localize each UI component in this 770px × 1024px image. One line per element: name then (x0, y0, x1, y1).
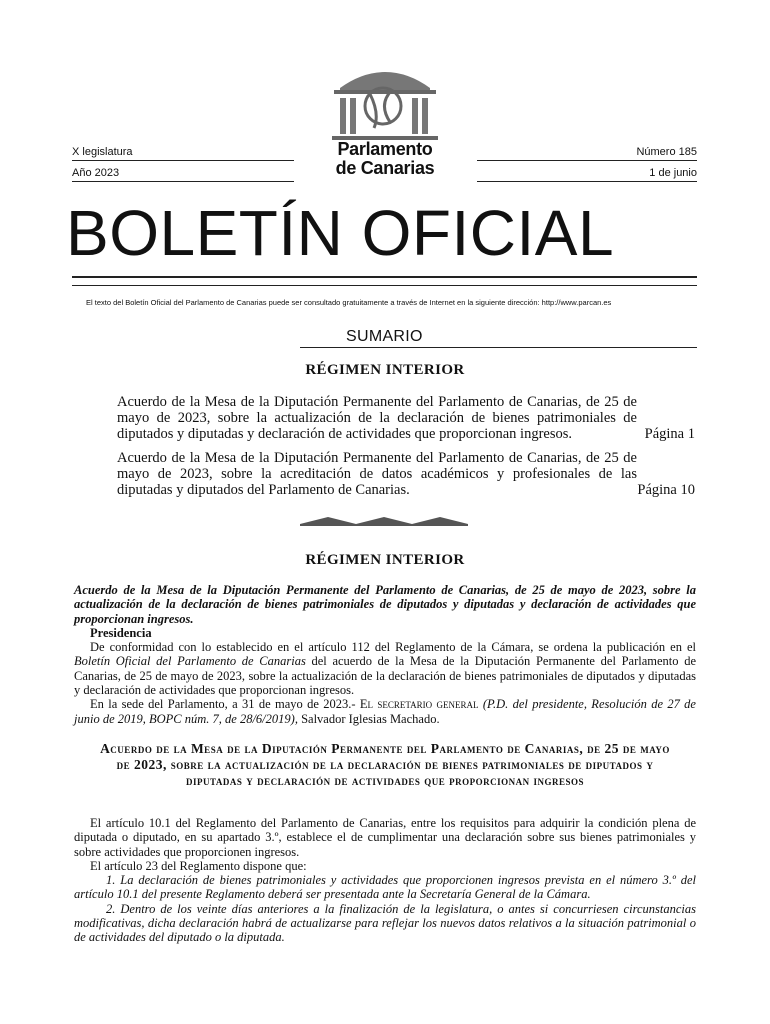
title-rule-bottom (72, 285, 697, 286)
paragraph-1-italic: Boletín Oficial del Parlamento de Canarias (74, 654, 306, 669)
issue-date: 1 de junio (649, 167, 697, 179)
paragraph-2-b: Salvador Iglesias Machado. (297, 711, 440, 726)
parliament-logo (322, 68, 448, 148)
issue-number: Número 185 (636, 146, 697, 158)
sumario-entry-1[interactable] (117, 394, 695, 442)
sumario-entry-text: Acuerdo de la Mesa de la Diputación Permanente del Parlamento de Canarias, de 25 de mayo de 2023, sobre la actualización de la declaración de bienes patrimoniales de diputados y diputadas y declaración de actividades que proporcionan ingresos. (117, 394, 637, 442)
legislature-label: X legislatura (72, 146, 133, 158)
sumario-rule (300, 347, 697, 348)
brand-line-1: Parlamento (337, 139, 433, 159)
sumario-entry-page: Página 1 (644, 426, 695, 442)
sumario-section-heading: RÉGIMEN INTERIOR (305, 362, 465, 378)
sumario-entry-text: Acuerdo de la Mesa de la Diputación Permanente del Parlamento de Canarias, de 25 de mayo de 2023, sobre la acreditación de datos académicos y profesionales de las diputadas y diputados del Parlamento de Canarias. (117, 450, 637, 498)
title-rule-top (72, 276, 697, 278)
paragraph-3: El artículo 10.1 del Reglamento del Parlamento de Canarias, entre los requisitos para adquirir la condición plena de diputada o diputado, en su apartado 3.º, establece el de cumplimentar una declaración sobre sus bienes patrimoniales y sobre actividades que proporcionen ingresos. (74, 816, 696, 859)
sumario-entry-2[interactable] (117, 450, 695, 498)
header-rule-right-1 (477, 160, 697, 161)
paragraph-1 (74, 640, 696, 697)
paragraph-1-a: De conformidad con lo establecido en el artículo 112 del Reglamento de la Cámara, se ordena la publicación en el (90, 640, 696, 655)
header-rule-left-1 (72, 160, 294, 161)
brand-line-2: de Canarias (335, 158, 435, 178)
paragraph-2-a: En la sede del Parlamento, a 31 de mayo de 2023.- (90, 697, 360, 712)
paragraph-1-b: del acuerdo de la Mesa de la Diputación Permanente del Parlamento de Canarias, de 25 de mayo de 2023, sobre la actualización de la declaración de bienes patrimoniales de diputados y diputadas y declaración de actividades que proporcionan ingresos. (74, 654, 696, 698)
acuerdo-body (74, 816, 696, 945)
internet-notice: El texto del Boletín Oficial del Parlamento de Canarias puede ser consultado gratuitamente a través de Internet en la siguiente dirección: http://www.parcan.es (86, 298, 612, 307)
paragraph-2 (74, 697, 696, 726)
main-body (74, 583, 696, 726)
section-ornament (300, 514, 470, 533)
header-rule-right-2 (477, 181, 697, 182)
header-rule-left-2 (72, 181, 294, 182)
presidencia-label: Presidencia (90, 625, 152, 640)
year-label: Año 2023 (72, 167, 120, 179)
acuerdo-title: Acuerdo de la Mesa de la Diputación Permanente del Parlamento de Canarias, de 25 de mayo de 2023, sobre la actualización de la declaración de bienes patrimoniales de diputados y diputadas y declaración de actividades que proporcionan ingresos (100, 741, 670, 788)
brand-name (300, 140, 470, 178)
quote-2: 2. Dentro de los veinte días anteriores a la finalización de la legislatura, o antes si concurriesen circunstancias modificativas, dicha declaración habrá de actualizarse para reflejar los nuevos datos relativos a la situación patrimonial o de actividades del diputado o la diputada. (74, 901, 696, 945)
secretary-label: El secretario general (359, 697, 479, 712)
paragraph-4: El artículo 23 del Reglamento dispone que: (90, 858, 307, 873)
sumario-heading: SUMARIO (346, 328, 423, 345)
sumario-entry-page: Página 10 (637, 482, 695, 498)
lead-paragraph: Acuerdo de la Mesa de la Diputación Permanente del Parlamento de Canarias, de 25 de mayo de 2023, sobre la actualización de la declaración de bienes patrimoniales de diputados y diputadas y declaración de actividades que proporcionan ingresos. (74, 583, 696, 626)
paragraph-2-italic: (P.D. del presidente, Resolución de 27 de junio de 2019, BOPC núm. 7, de 28/6/2019), (74, 697, 696, 726)
quote-1: 1. La declaración de bienes patrimoniales y actividades que proporcionen ingresos prevista en el número 3.º del artículo 10.1 del presente Reglamento deberá ser presentada ante la Secretaría General de la Cámara. (74, 873, 696, 902)
main-section-heading: RÉGIMEN INTERIOR (305, 552, 465, 568)
page-title: BOLETÍN OFICIAL (66, 197, 615, 269)
